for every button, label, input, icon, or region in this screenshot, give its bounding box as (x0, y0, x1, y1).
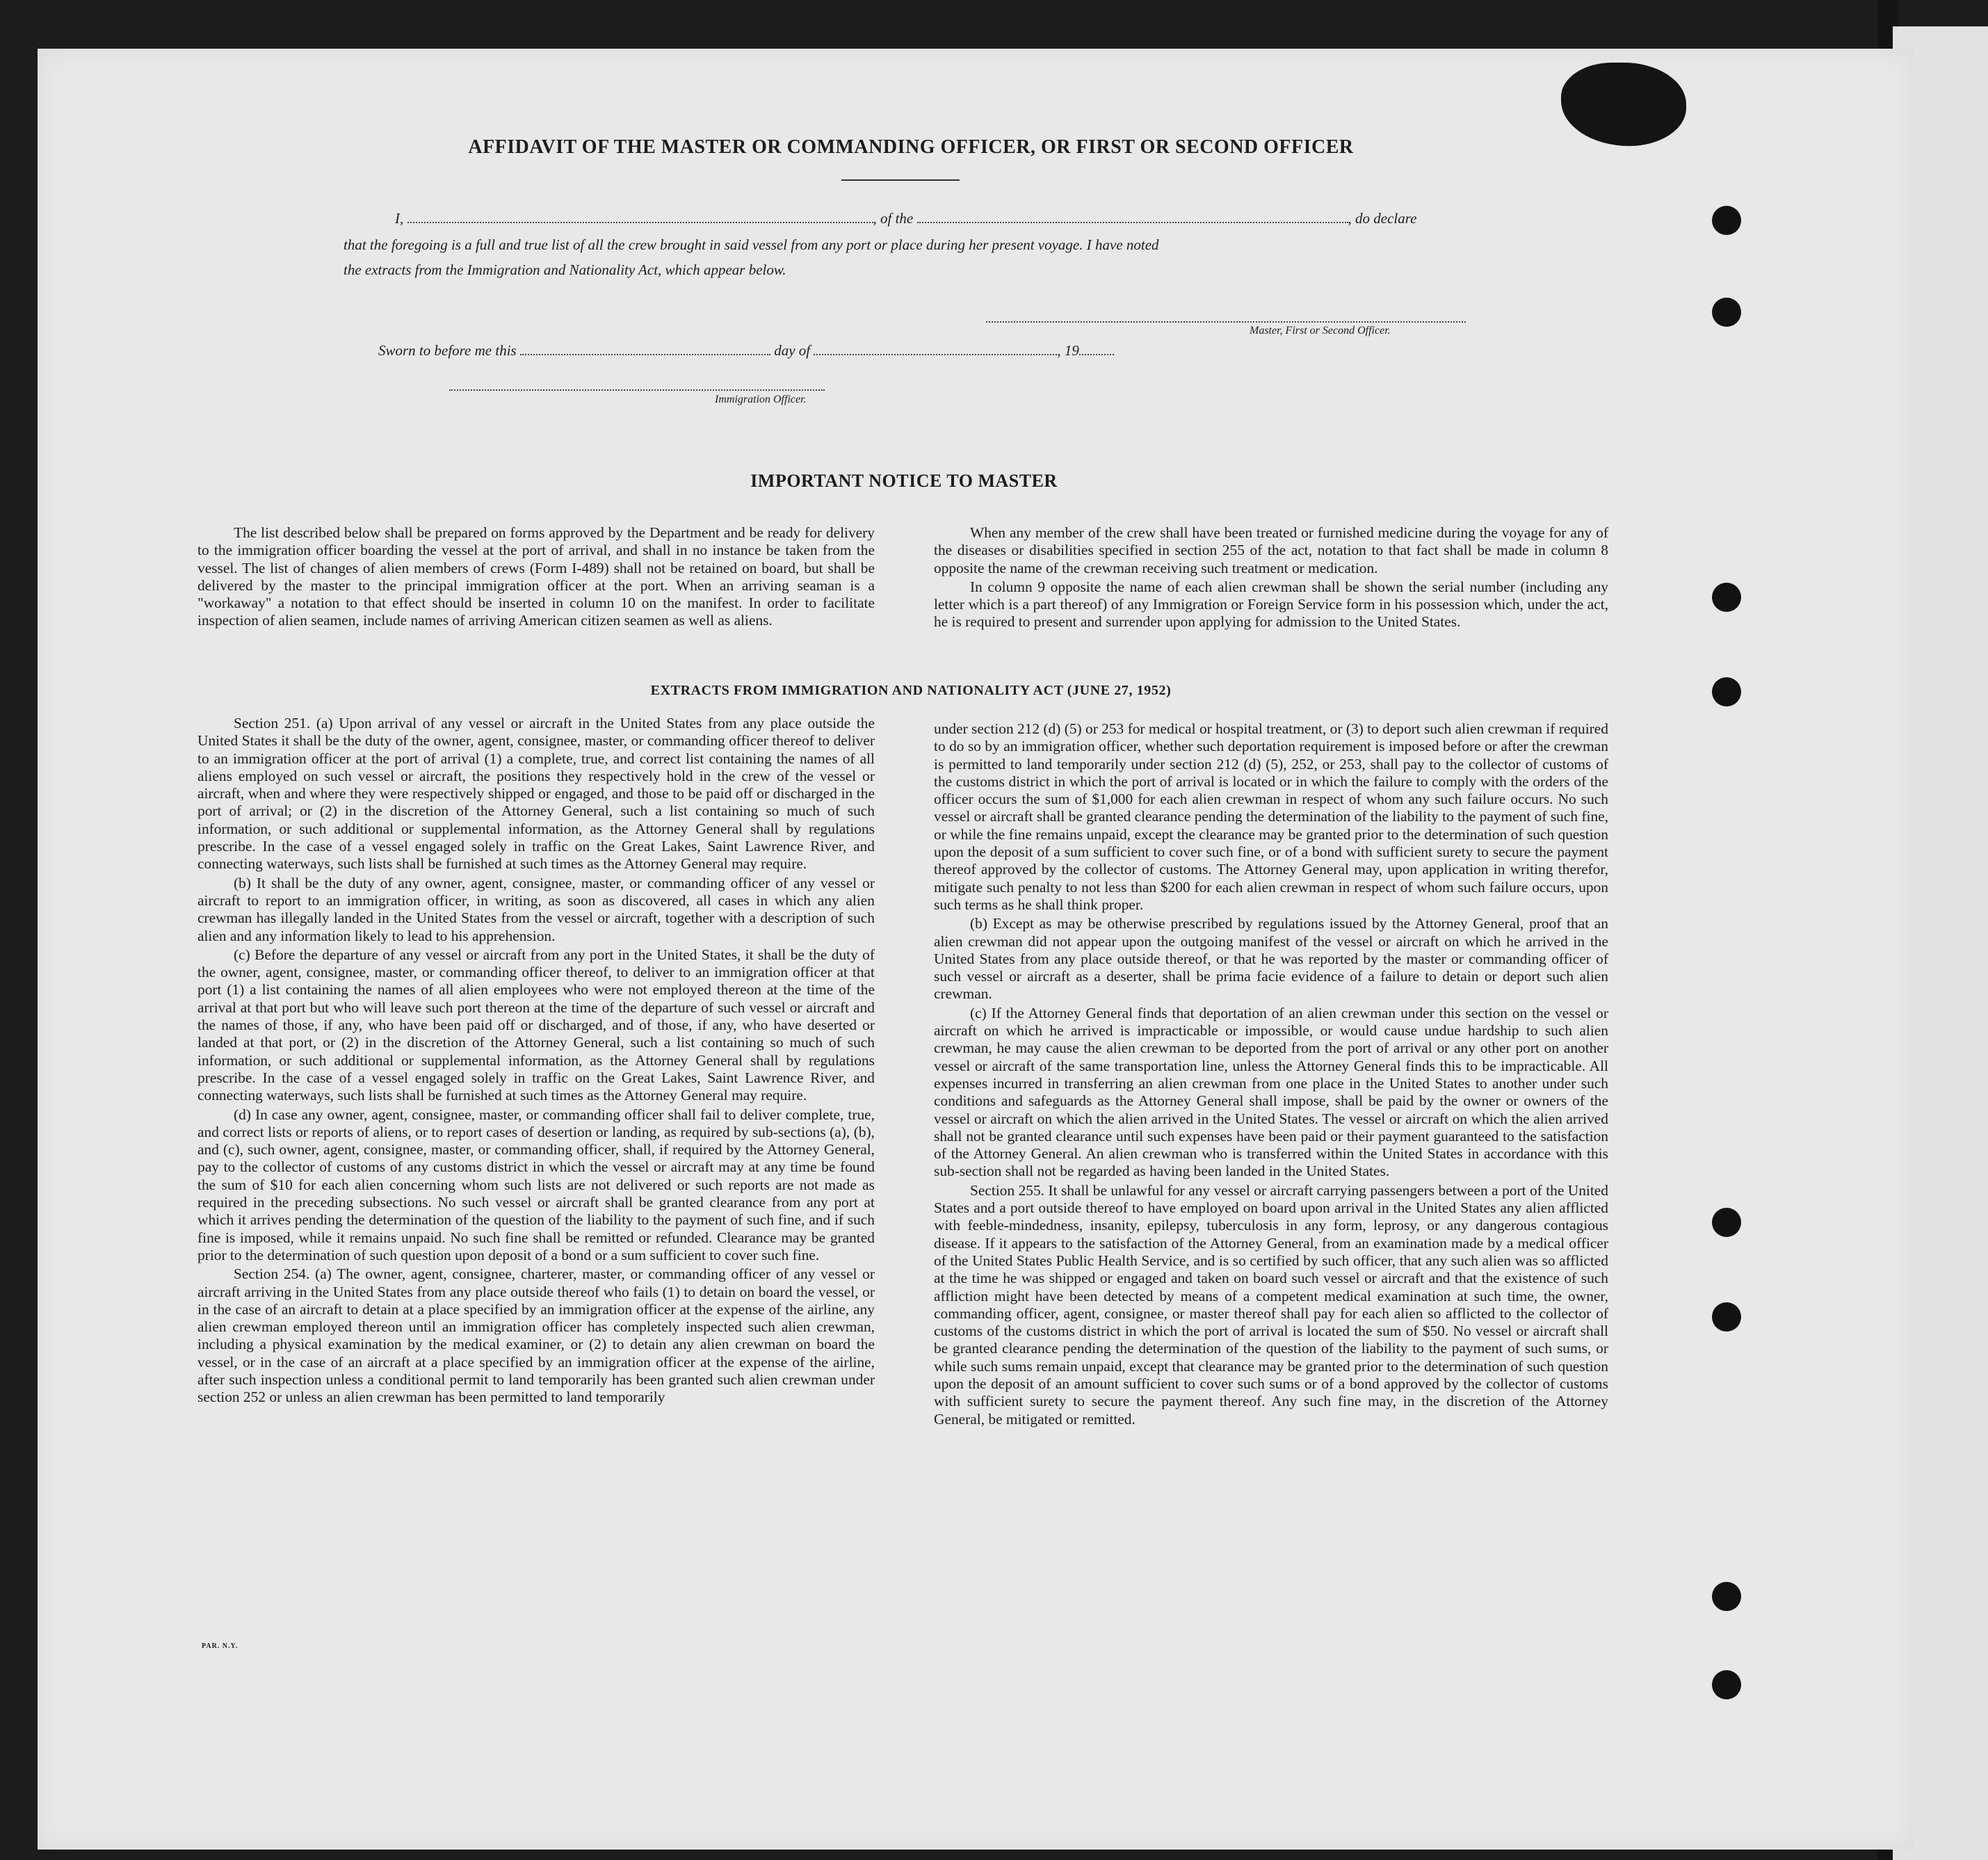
do-declare-label: , do declare (1348, 210, 1417, 227)
punch-hole (1712, 206, 1741, 235)
punch-hole (1712, 1302, 1741, 1332)
of-the-label: , of the (873, 210, 914, 227)
act-section-paragraph: Section 255. It shall be unlawful for any vessel or aircraft carrying passengers between a port of the United States and a port outside thereof to have employed on board upon arrival in the United States any alien afflicted with feeble-mindedness, insanity, epilepsy, tuberculosis in any form, leprosy, or any dangerous contagious disease. If it appears to the satisfaction of the Attorney General, from an examination made by a medical officer of the United States Public Health Service, and is so certified by such officer, that any such alien was so afflicted at the time he was shipped or engaged and taken on board such vessel or aircraft and that the existence of such affliction might have been detected by means of a competent medical examination at such time, the owner, commanding officer, agent, consignee, or master thereof shall pay for each alien so afflicted to the collector of customs of the customs district in which the port of arrival is located the sum of $50. No vessel or aircraft shall be granted clearance pending the determination of the question of the liability to the payment of such sums, or while such sums remain unpaid, except that clearance may be granted prior to the determination of such question upon the deposit of an amount sufficient to cover such sums or of a bond approved by the collector of customs with sufficient surety to secure the payment thereof. Any such fine may, in the discretion of the Attorney General, be mitigated or remitted. (934, 1181, 1608, 1428)
master-signature-line[interactable] (986, 321, 1466, 323)
act-section-paragraph: Section 251. (a) Upon arrival of any vessel or aircraft in the United States from any place outside the United States it shall be the duty of the owner, agent, consignee, master, or commanding officer thereof to deliver to an immigration officer at the port of arrival (1) a complete, true, and correct list containing the names of all aliens employed on such vessel or aircraft, the positions they respectively hold in the crew of the vessel or aircraft, when and where they were respectively shipped or engaged, and those to be paid off or discharged in the port of arrival; or (2) in the discretion of the Attorney General, such a list containing so much of such information, or such additional or supplemental information, as the Attorney General shall by regulations prescribe. In the case of a vessel engaged solely in traffic on the Great Lakes, Saint Lawrence River, and connecting waterways, such lists shall be furnished at such times as the Attorney General may require. (197, 715, 875, 873)
act-section-paragraph: (c) Before the departure of any vessel or aircraft from any port in the United States, it shall be the duty of the owner, agent, consignee, master, or commanding officer thereof, to deliver to an immigration officer at that port (1) a list containing the names of all alien employees who were not employed thereon at the time of the arrival at that port but who will leave such port thereon at the time of the departure of such vessel or aircraft and the names of those, if any, who have been paid off or discharged, and of those, if any, who have deserted or landed at that port, or (2) in the discretion of the Attorney General, such a list containing so much of such information, or such additional or supplemental information, as the Attorney General shall by regulations prescribe. In the case of a vessel engaged solely in traffic on the Great Lakes, Saint Lawrence River, and connecting waterways, such lists shall be furnished at such times as the Attorney General may require. (197, 946, 875, 1104)
punch-hole (1712, 1582, 1741, 1611)
year-label: , 19 (1057, 342, 1079, 359)
declarant-name-field[interactable] (407, 212, 873, 223)
sworn-label: Sworn to before me this (378, 342, 517, 359)
notice-paragraph: When any member of the crew shall have been treated or furnished medicine during the voyage for any of the diseases or disabilities specified in section 255 of the act, notation to that fact shall be made in column 8 opposite the name of the crewman receiving such treatment or medication. (934, 524, 1608, 576)
act-section-paragraph: (c) If the Attorney General finds that deportation of an alien crewman under this section on the vessel or aircraft on which he arrived is impracticable or impossible, or would cause undue hardship to such alien crewman, he may cause the alien crewman to be deported from the port of arrival or any other port on another vessel or aircraft of the same transportation line, unless the Attorney General finds this to be impracticable. All expenses incurred in transferring an alien crewman from one place in the United States to another under such conditions and safeguards as the Attorney General shall impose, shall be paid by the owner or owners of the vessel or aircraft on which the alien arrived in the United States. The vessel or aircraft on which the alien arrived shall not be granted clearance until such expenses have been paid or their payment guaranteed to the satisfaction of the Attorney General. An alien crewman who is transferred within the United States in accordance with this sub-section shall not be regarded as having been landed in the United States. (934, 1004, 1608, 1180)
day-of-label: day of (774, 342, 811, 359)
punch-hole (1712, 583, 1741, 612)
extracts-title: EXTRACTS FROM IMMIGRATION AND NATIONALITY ACT (JUNE 27, 1952) (650, 683, 1172, 698)
sworn-month-field[interactable] (814, 344, 1057, 355)
punch-hole (1712, 677, 1741, 706)
declarant-label: I, (395, 210, 404, 227)
vessel-name-field[interactable] (917, 212, 1348, 223)
notice-left-column (197, 524, 875, 631)
declaration-line-3: the extracts from the Immigration and Nationality Act, which appear below. (344, 261, 786, 278)
act-section-paragraph: Section 254. (a) The owner, agent, consignee, charterer, master, or commanding officer of any vessel or aircraft arriving in the United States from any place outside thereof who fails (1) to detain on board the vessel, or in the case of an aircraft to detain at a place specified by an immigration officer at the expense of the airline, any alien crewman employed thereon until an immigration officer has completely inspected such alien crewman, including a physical examination by the medical examiner, or (2) to detain any alien crewman on board the vessel, or in the case of an aircraft at a place specified by an immigration officer at the expense of the airline, after such inspection unless a conditional permit to land temporarily has been granted such alien crewman under section 252 or unless an alien crewman has been permitted to land temporarily (197, 1265, 875, 1406)
master-signature-caption: Master, First or Second Officer. (1250, 325, 1391, 337)
officer-signature-line[interactable] (449, 389, 825, 391)
notice-right-column (934, 524, 1608, 633)
title-divider (841, 179, 960, 181)
act-section-paragraph: (b) Except as may be otherwise prescribed by regulations issued by the Attorney General, proof that an alien crewman did not appear upon the outgoing manifest of the vessel or aircraft on which he arrived in the United States from any place outside thereof, or that he was reported by the master or commanding officer of such vessel or aircraft as a deserter, shall be prima facie evidence of a failure to detain or deport such alien crewman. (934, 915, 1608, 1003)
notice-paragraph: In column 9 opposite the name of each alien crewman shall be shown the serial number (including any letter which is a part thereof) of any Immigration or Foreign Service form in his possession which, under the act, he is required to present and surrender upon applying for admission to the United States. (934, 578, 1608, 631)
punch-hole (1712, 1670, 1741, 1699)
sworn-line (378, 342, 1114, 359)
extracts-right-column (934, 720, 1608, 1430)
sworn-year-field[interactable] (1079, 344, 1114, 355)
punch-hole (1712, 1208, 1741, 1237)
extracts-left-column (197, 715, 875, 1408)
affidavit-title: AFFIDAVIT OF THE MASTER OR COMMANDING OFFICER, OR FIRST OR SECOND OFFICER (468, 136, 1354, 158)
punch-hole (1712, 298, 1741, 327)
officer-signature-caption: Immigration Officer. (715, 394, 807, 405)
sworn-day-field[interactable] (520, 344, 770, 355)
act-section-paragraph: under section 212 (d) (5) or 253 for medical or hospital treatment, or (3) to deport such alien crewman if required to do so by an immigration officer, whether such deportation requirement is imposed before or after the crewman is permitted to land temporarily under section 212 (d) (5), 252, or 253, shall pay to the collector of customs of the customs district in which the port of arrival is located or in which the failure to comply with the orders of the officer occurs the sum of $1,000 for each alien crewman in respect of whom any such failure occurs. No such vessel or aircraft shall be granted clearance pending the determination of the liability to the payment of such fine, or while the fine remains unpaid, except the clearance may be granted prior to the determination of such question upon the deposit of a sum sufficient to cover such fine, or of a bond with sufficient surety to secure the payment thereof approved by the collector of customs. The Attorney General may, upon application in writing therefor, mitigate such penalty to not less than $200 for each alien crewman in respect of whom such failure occurs, upon such terms as he shall think proper. (934, 720, 1608, 913)
act-section-paragraph: (d) In case any owner, agent, consignee, master, or commanding officer shall fail to deliver complete, true, and correct lists or reports of aliens, or to report cases of desertion or landing, as required by sub-sections (a), (b), and (c), such owner, agent, consignee, master, or commanding officer, shall, if required by the Attorney General, pay to the collector of customs of any customs district in which the vessel or aircraft may at any time be found the sum of $10 for each alien concerning whom such lists are not delivered or such reports are not made as required in the preceding subsections. No such vessel or aircraft shall be granted clearance from any port at which it arrives pending the determination of the question of the liability to the payment of such fine, and if such fine is imposed, while it remains unpaid. No such fine shall be remitted or refunded. Clearance may be granted prior to the determination of such question upon deposit of a bond or a sum sufficient to cover such fine. (197, 1106, 875, 1263)
printer-mark: PAR. N.Y. (202, 1642, 239, 1650)
notice-title: IMPORTANT NOTICE TO MASTER (750, 471, 1058, 491)
declaration-line-2: that the foregoing is a full and true list of all the crew brought in said vessel from any port or place during her present voyage. I have noted (344, 236, 1159, 253)
act-section-paragraph: (b) It shall be the duty of any owner, agent, consignee, master, or commanding officer of any vessel or aircraft to report to an immigration officer, in writing, as soon as discovered, all cases in which any alien crewman has illegally landed in the United States from the vessel or aircraft, together with a description of such alien and any information likely to lead to his apprehension. (197, 874, 875, 944)
declaration-line-1 (395, 210, 1416, 227)
notice-paragraph: The list described below shall be prepared on forms approved by the Department and be ready for delivery to the immigration officer boarding the vessel at the port of arrival, and shall in no instance be taken from the vessel. The list of changes of alien members of crews (Form I-489) shall not be retained on board, but shall be delivered by the master to the principal immigration officer at the port. When an arriving seaman is a "workaway" a notation to that effect should be inserted in column 10 on the manifest. In order to facilitate inspection of alien seamen, include names of arriving American citizen seamen as well as aliens. (197, 524, 875, 629)
